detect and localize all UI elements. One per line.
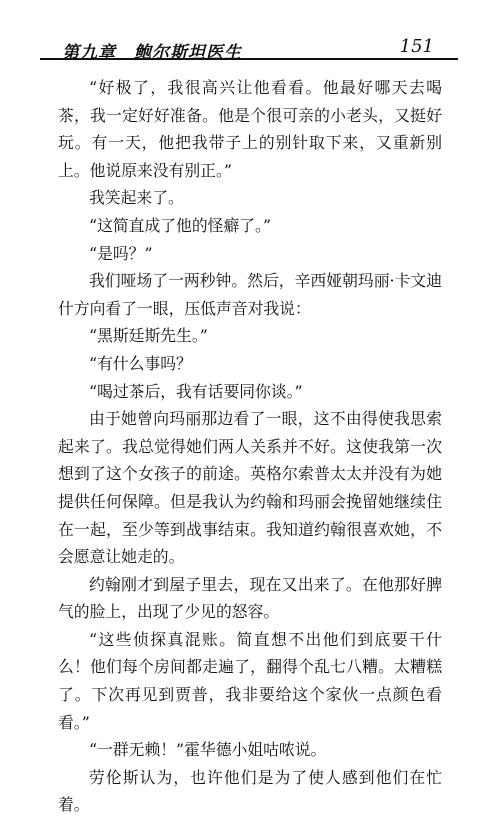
paragraph: “黑斯廷斯先生。” <box>89 326 208 346</box>
paragraph: “一群无赖！”霍华德小姐咕哝说。 <box>89 740 327 760</box>
paragraph: 约翰刚才到屋子里去，现在又出来了。在他那好脾气的脸上，出现了少见的怒容。 <box>58 574 442 622</box>
paragraph: “这些侦探真混账。简直想不出他们到底要干什么！他们每个房间都走遍了，翻得个乱七八糟。太糟糕了。下次再见到贾普，我非要给这个家伙一点颜色看看。” <box>58 629 442 732</box>
paragraph: “好极了，我很高兴让他看看。他最好哪天去喝茶，我一定好好准备。他是个很可亲的小老头，又挺好玩。有一天，他把我带子上的别针取下来，又重新别上。他说原来没有别正。” <box>58 78 442 180</box>
paragraph: “这简直成了他的怪癖了。” <box>89 215 272 235</box>
paragraph: 由于她曾向玛丽那边看了一眼，这不由得使我思索起来了。我总觉得她们两人关系并不好。这使我第一次想到了这个女孩子的前途。英格尔索普太太并没有为她提供任何保障。但是我认为约翰和玛丽会挽留她继续住在一起，至少等到战事结束。我知道约翰很喜欢她，不会愿意让她走的。 <box>58 409 442 567</box>
paragraph: “是吗？” <box>89 243 153 263</box>
paragraph: 我笑起来了。 <box>89 188 184 208</box>
paragraph: 我们哑场了一两秒钟。然后，辛西娅朝玛丽·卡文迪什方向看了一眼，压低声音对我说： <box>58 271 442 318</box>
paragraph: “有什么事吗？ <box>89 353 192 373</box>
header-rule <box>40 58 458 60</box>
paragraph: 劳伦斯认为，也许他们是为了使人感到他们在忙着。 <box>58 767 442 815</box>
chapter-title: 第九章 鲍尔斯坦医生 <box>62 43 242 63</box>
running-header <box>40 34 458 63</box>
paragraph: “喝过茶后，我有话要同你谈。” <box>89 381 303 401</box>
body-text <box>58 74 442 819</box>
page-number: 151 <box>399 36 434 57</box>
